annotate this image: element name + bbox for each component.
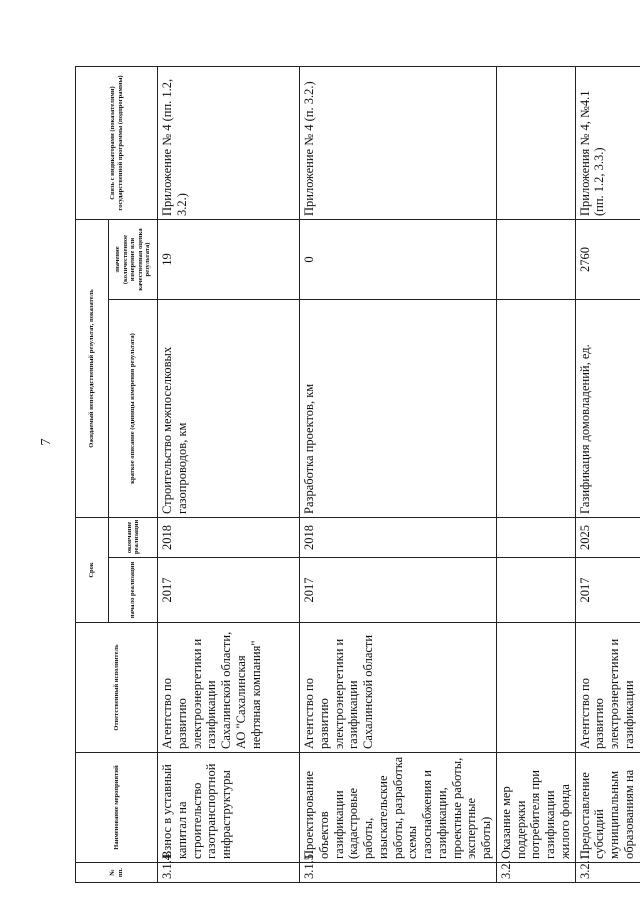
row-num: 3.1.5.	[300, 863, 497, 883]
row-link: Приложения № 4, №4.1 (пп. 1.2, 3.3.)	[575, 67, 640, 220]
header-end: окончание реализации	[109, 518, 158, 558]
header-executor: Ответственный исполнитель	[76, 623, 158, 753]
header-row-1	[76, 67, 109, 883]
table-row	[158, 67, 300, 883]
row-value: 19	[158, 220, 300, 300]
activities-table	[75, 66, 640, 883]
table-row	[300, 67, 497, 883]
row-start: 2017	[300, 558, 497, 623]
row-desc: Разработка проектов, км	[300, 300, 497, 518]
header-num: № пп.	[76, 863, 158, 883]
table-row	[496, 67, 575, 883]
row-link: Приложение № 4 (п. 3.2.)	[300, 67, 497, 220]
row-start	[496, 558, 575, 623]
page-number: 7	[39, 438, 54, 446]
row-executor: Агентство по развитию электроэнергетики и газификации Сахалинской области, АО "Сахалинская нефтяная компания"	[158, 623, 300, 753]
row-name: Проектирование объектов газификации (кадастровые работы, изыскательские работы, разработка схемы газоснабжения и газификации, проектные работы, экспертные работы)	[300, 753, 497, 863]
header-link: Связь с индикаторами (показателями) государственной программы (подпрограммы)	[76, 67, 158, 220]
row-link	[496, 67, 575, 220]
header-term: Срок	[76, 518, 109, 623]
header-result: Ожидаемый непосредственный результат, показатель	[76, 220, 109, 518]
row-end: 2018	[158, 518, 300, 558]
row-desc: Газификация домовладений, ед.	[575, 300, 640, 518]
header-result-desc: краткое описание (единицы измерения результата)	[109, 300, 158, 518]
row-executor	[496, 623, 575, 753]
row-end: 2025	[575, 518, 640, 558]
row-num: 3.2.1.	[575, 863, 640, 883]
row-end	[496, 518, 575, 558]
row-num: 3.1.4.	[158, 863, 300, 883]
row-name: Предоставление субсидий муниципальным образованиям на	[575, 753, 640, 863]
row-desc	[496, 300, 575, 518]
row-executor: Агентство по развитию электроэнергетики и газификации Сахалинской области	[300, 623, 497, 753]
row-name: Взнос в уставный капитал на строительство газотранспортной инфраструктуры	[158, 753, 300, 863]
row-value: 0	[300, 220, 497, 300]
row-end: 2018	[300, 518, 497, 558]
table-row	[575, 67, 640, 883]
row-name: Оказание мер поддержки потребителя при газификации жилого фонда	[496, 753, 575, 863]
rotated-table-wrapper	[75, 67, 636, 883]
row-start: 2017	[575, 558, 640, 623]
row-link: Приложение № 4 (пп. 1.2, 3.2.)	[158, 67, 300, 220]
header-name: Наименование мероприятий	[76, 753, 158, 863]
header-result-value: значение (количественное измерение или качественная оценка результата)	[109, 220, 158, 300]
row-value	[496, 220, 575, 300]
header-start: начало реализации	[109, 558, 158, 623]
row-num: 3.2.	[496, 863, 575, 883]
row-start: 2017	[158, 558, 300, 623]
row-desc: Строительство межпоселковых газопроводов, км	[158, 300, 300, 518]
row-executor: Агентство по развитию электроэнергетики и газификации	[575, 623, 640, 753]
row-value: 2760	[575, 220, 640, 300]
